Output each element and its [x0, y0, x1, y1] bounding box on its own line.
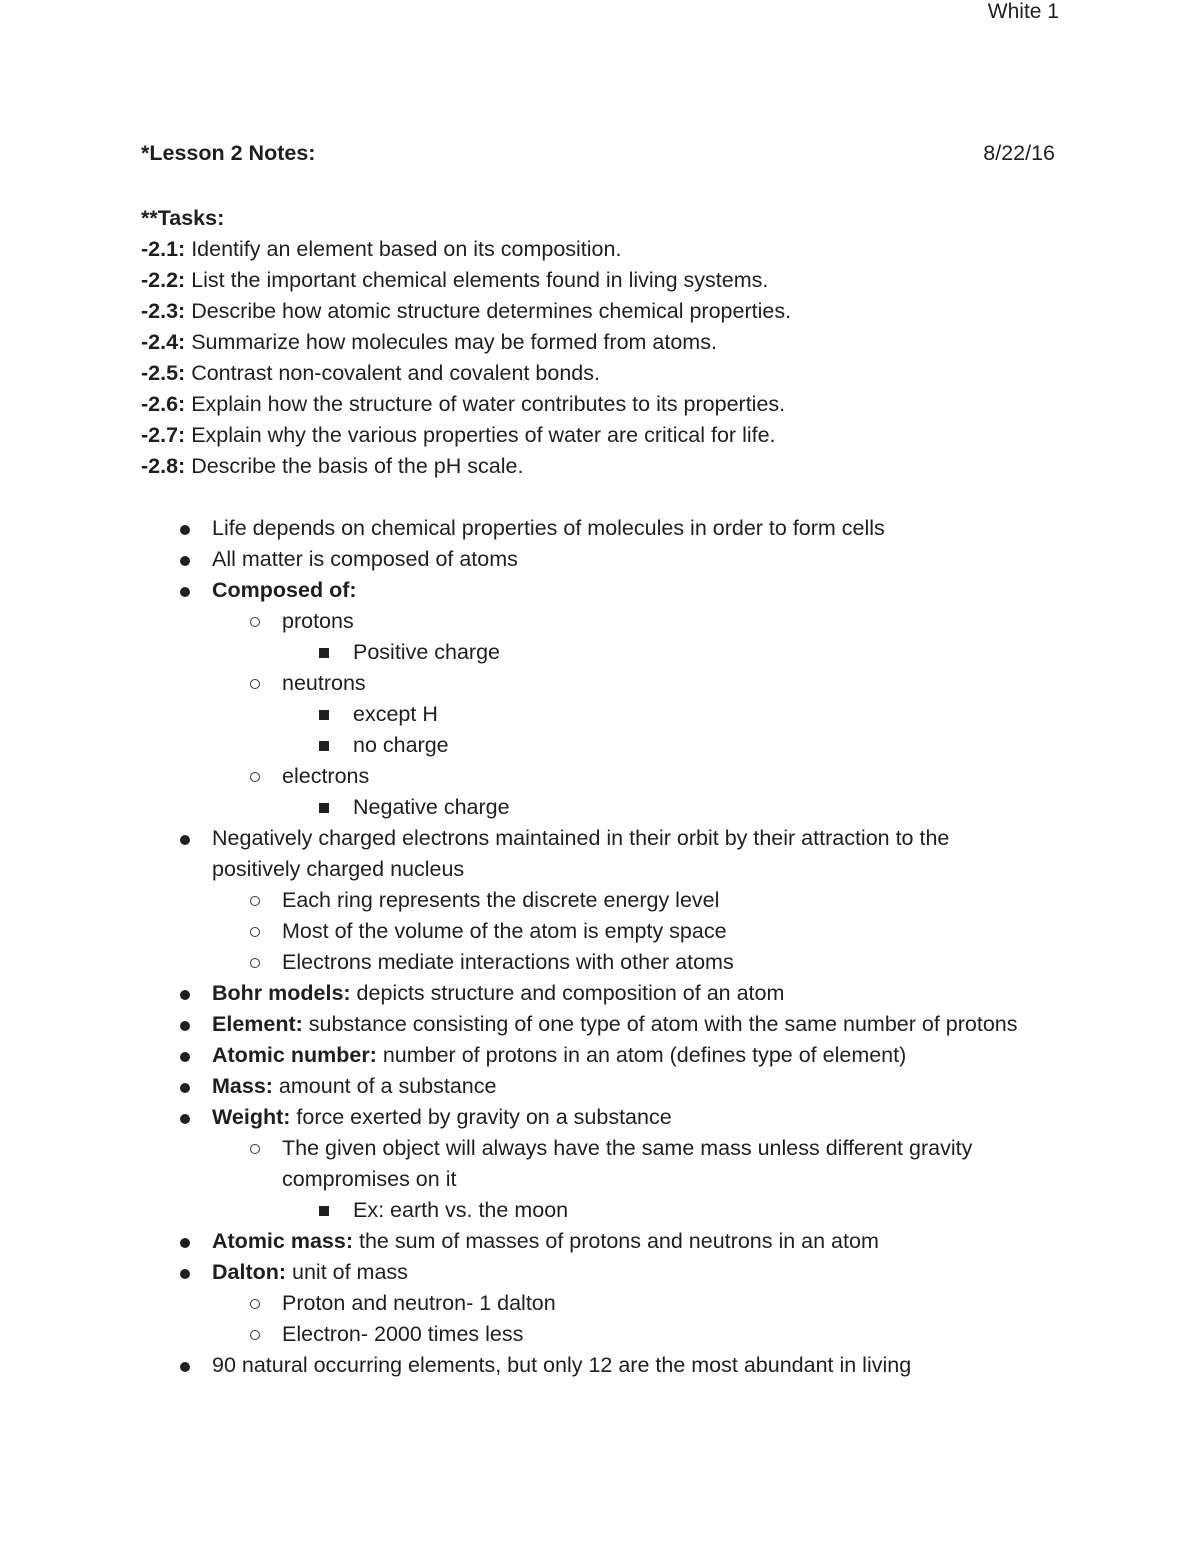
- note-text: [212, 1350, 1032, 1381]
- note-item-level-2: [0, 1319, 1200, 1350]
- note-body: All matter is composed of atoms: [212, 547, 518, 571]
- note-body: Negatively charged electrons maintained in their orbit by their attraction to the positively charged nucleus: [212, 826, 950, 881]
- note-text: [212, 1257, 1032, 1288]
- bullet-ring-icon: [245, 916, 265, 947]
- page-title: *Lesson 2 Notes:: [141, 141, 316, 165]
- task-text: List the important chemical elements found in living systems.: [185, 268, 769, 292]
- bullet-dot-icon: [175, 1040, 195, 1071]
- note-body: the sum of masses of protons and neutrons in an atom: [353, 1229, 879, 1253]
- note-item-level-1: [0, 513, 1200, 544]
- note-item-level-2: [0, 916, 1200, 947]
- date: 8/22/16: [983, 141, 1055, 165]
- bullet-ring-icon: [245, 947, 265, 978]
- note-body: force exerted by gravity on a substance: [290, 1105, 672, 1129]
- note-text: [353, 792, 1043, 823]
- note-body: Life depends on chemical properties of molecules in order to form cells: [212, 516, 885, 540]
- note-body: Electrons mediate interactions with other atoms: [282, 950, 734, 974]
- task-number: -2.1:: [141, 237, 186, 261]
- note-body: 90 natural occurring elements, but only 12 are the most abundant in living: [212, 1353, 912, 1377]
- bullet-dot-icon: [175, 513, 195, 544]
- bullet-dot-icon: [175, 544, 195, 575]
- task-number: -2.6:: [141, 392, 186, 416]
- note-item-level-1: [0, 544, 1200, 575]
- bullet-square-icon: [314, 792, 334, 823]
- note-text: [212, 1226, 1032, 1257]
- bullet-ring-icon: [245, 1288, 265, 1319]
- note-text: [282, 885, 1042, 916]
- note-text: [353, 1195, 1043, 1226]
- bullet-dot-icon: [175, 978, 195, 1009]
- note-text: [212, 1102, 1032, 1133]
- note-body: Ex: earth vs. the moon: [353, 1198, 569, 1222]
- bullet-dot-icon: [175, 823, 195, 854]
- bullet-dot-icon: [175, 1257, 195, 1288]
- task-item: [141, 451, 1061, 482]
- note-item-level-1: [0, 1226, 1200, 1257]
- note-term: Atomic mass:: [212, 1229, 353, 1253]
- note-body: neutrons: [282, 671, 366, 695]
- task-item: [141, 420, 1061, 451]
- task-number: -2.7:: [141, 423, 186, 447]
- bullet-dot-icon: [175, 1226, 195, 1257]
- note-body: unit of mass: [286, 1260, 408, 1284]
- note-term: Atomic number:: [212, 1043, 377, 1067]
- title-row: [141, 141, 1055, 166]
- note-body: Electron- 2000 times less: [282, 1322, 524, 1346]
- note-body: number of protons in an atom (defines type of element): [376, 1043, 907, 1067]
- note-text: [212, 575, 1032, 606]
- note-term: Bohr models:: [212, 981, 351, 1005]
- bullet-dot-icon: [175, 1071, 195, 1102]
- task-item: [141, 296, 1061, 327]
- note-body: Each ring represents the discrete energy level: [282, 888, 720, 912]
- note-item-level-1: [0, 823, 1200, 885]
- note-body: Negative charge: [353, 795, 510, 819]
- bullet-dot-icon: [175, 575, 195, 606]
- task-item: [141, 327, 1061, 358]
- task-item: [141, 389, 1061, 420]
- note-term: Dalton:: [212, 1260, 287, 1284]
- note-body: substance consisting of one type of atom with the same number of protons: [302, 1012, 1018, 1036]
- note-item-level-1: [0, 1040, 1200, 1071]
- bullet-square-icon: [314, 1195, 334, 1226]
- note-item-level-2: [0, 1288, 1200, 1319]
- bullet-ring-icon: [245, 885, 265, 916]
- note-item-level-3: [0, 637, 1200, 668]
- task-item: [141, 358, 1061, 389]
- note-item-level-3: [0, 792, 1200, 823]
- task-number: -2.4:: [141, 330, 186, 354]
- note-item-level-3: [0, 730, 1200, 761]
- task-text: Contrast non-covalent and covalent bonds.: [185, 361, 600, 385]
- note-text: [282, 606, 1042, 637]
- bullet-dot-icon: [175, 1009, 195, 1040]
- bullet-ring-icon: [245, 668, 265, 699]
- task-number: -2.8:: [141, 454, 186, 478]
- bullet-ring-icon: [245, 1319, 265, 1350]
- note-term: Composed of:: [212, 578, 357, 602]
- note-body: electrons: [282, 764, 370, 788]
- task-text: Identify an element based on its composition.: [185, 237, 622, 261]
- task-text: Explain how the structure of water contributes to its properties.: [185, 392, 786, 416]
- note-body: amount of a substance: [272, 1074, 497, 1098]
- note-body: Most of the volume of the atom is empty space: [282, 919, 727, 943]
- task-number: -2.2:: [141, 268, 186, 292]
- note-item-level-1: [0, 1071, 1200, 1102]
- bullet-square-icon: [314, 730, 334, 761]
- note-item-level-2: [0, 606, 1200, 637]
- note-text: [282, 668, 1042, 699]
- bullet-dot-icon: [175, 1102, 195, 1133]
- note-item-level-3: [0, 699, 1200, 730]
- note-item-level-3: [0, 1195, 1200, 1226]
- note-body: no charge: [353, 733, 449, 757]
- note-body: except H: [353, 702, 438, 726]
- note-item-level-2: [0, 885, 1200, 916]
- note-text: [353, 699, 1043, 730]
- note-text: [282, 761, 1042, 792]
- note-body: protons: [282, 609, 354, 633]
- task-item: [141, 234, 1061, 265]
- task-number: -2.3:: [141, 299, 186, 323]
- note-text: [212, 978, 1032, 1009]
- note-text: [282, 947, 1042, 978]
- note-text: [212, 513, 1032, 544]
- tasks-section: [141, 203, 1061, 482]
- notes-list: [0, 513, 1200, 1381]
- bullet-ring-icon: [245, 606, 265, 637]
- bullet-square-icon: [314, 699, 334, 730]
- note-item-level-2: [0, 1133, 1200, 1195]
- task-text: Describe the basis of the pH scale.: [185, 454, 524, 478]
- note-text: [212, 1040, 1032, 1071]
- note-text: [282, 916, 1042, 947]
- note-item-level-1: [0, 575, 1200, 606]
- task-item: [141, 265, 1061, 296]
- note-term: Mass:: [212, 1074, 273, 1098]
- note-text: [282, 1133, 1042, 1195]
- note-text: [282, 1319, 1042, 1350]
- bullet-square-icon: [314, 637, 334, 668]
- note-item-level-2: [0, 761, 1200, 792]
- note-item-level-2: [0, 668, 1200, 699]
- note-text: [212, 1071, 1032, 1102]
- note-text: [353, 730, 1043, 761]
- note-item-level-1: [0, 1257, 1200, 1288]
- task-text: Explain why the various properties of water are critical for life.: [185, 423, 776, 447]
- note-text: [212, 1009, 1032, 1040]
- note-item-level-1: [0, 1009, 1200, 1040]
- note-body: Proton and neutron- 1 dalton: [282, 1291, 556, 1315]
- note-text: [353, 637, 1043, 668]
- tasks-heading: **Tasks:: [141, 206, 225, 230]
- note-body: Positive charge: [353, 640, 500, 664]
- note-term: Element:: [212, 1012, 303, 1036]
- note-term: Weight:: [212, 1105, 291, 1129]
- task-text: Describe how atomic structure determines chemical properties.: [185, 299, 792, 323]
- note-item-level-1: [0, 1102, 1200, 1133]
- bullet-ring-icon: [245, 1133, 265, 1164]
- task-number: -2.5:: [141, 361, 186, 385]
- note-text: [212, 823, 1032, 885]
- task-text: Summarize how molecules may be formed from atoms.: [185, 330, 717, 354]
- note-item-level-2: [0, 947, 1200, 978]
- note-item-level-1: [0, 978, 1200, 1009]
- bullet-ring-icon: [245, 761, 265, 792]
- note-body: depicts structure and composition of an atom: [350, 981, 785, 1005]
- note-item-level-1: [0, 1350, 1200, 1381]
- note-text: [282, 1288, 1042, 1319]
- bullet-dot-icon: [175, 1350, 195, 1381]
- page-header: White 1: [987, 0, 1059, 23]
- note-body: The given object will always have the same mass unless different gravity compromises on it: [282, 1136, 973, 1191]
- note-text: [212, 544, 1032, 575]
